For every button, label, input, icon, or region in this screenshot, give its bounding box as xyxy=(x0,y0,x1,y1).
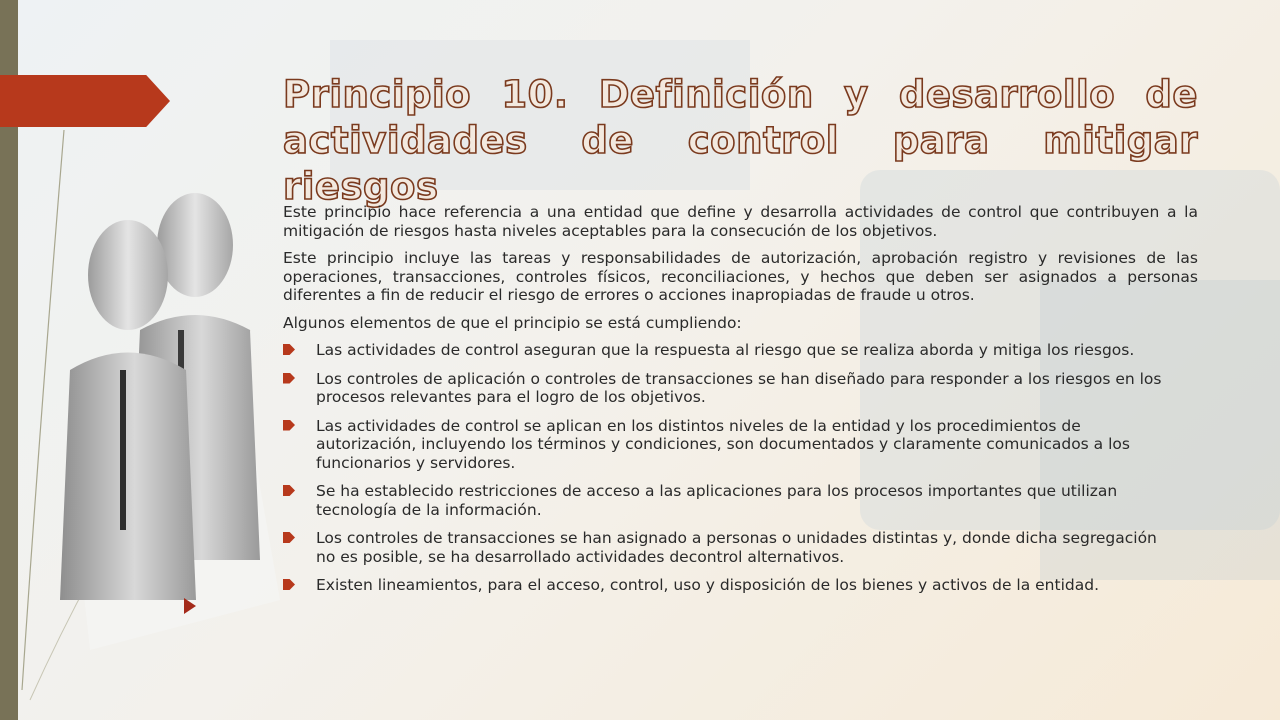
list-item xyxy=(283,341,1176,360)
list-item xyxy=(283,576,1176,595)
slide-body xyxy=(283,203,1198,605)
arrow-bullet-icon xyxy=(283,532,295,543)
title-accent-arrow xyxy=(0,75,170,127)
list-lead-text: Algunos elementos de que el principio se está cumpliendo: xyxy=(283,313,742,332)
arrow-bullet-icon xyxy=(283,373,295,384)
arrow-bullet-icon xyxy=(283,420,295,431)
list-item-text: Existen lineamientos, para el acceso, control, uso y disposición de los bienes y activos de la entidad. xyxy=(316,576,1099,594)
arrow-bullet-icon xyxy=(283,485,295,496)
list-item-text: Los controles de transacciones se han asignado a personas o unidades distintas y, donde dicha segregación no es posible, se ha desarrollado actividades decontrol alternativos. xyxy=(316,529,1157,566)
list-item xyxy=(283,417,1176,473)
list-item xyxy=(283,482,1176,519)
slide-title: Principio 10. Definición y desarrollo de actividades de control para mitigar riesgos xyxy=(283,73,1198,208)
arrow-bullet-icon xyxy=(283,579,295,590)
list-item xyxy=(283,529,1176,566)
list-item-text: Se ha establecido restricciones de acceso a las aplicaciones para los procesos importantes que utilizan tecnología de la información. xyxy=(316,482,1118,519)
list-item xyxy=(283,370,1176,407)
intro-paragraph-1: Este principio hace referencia a una entidad que define y desarrolla actividades de control que contribuyen a la mitigación de riesgos hasta niveles aceptables para la consecución de los objetivos. xyxy=(283,203,1198,240)
list-item-text: Las actividades de control se aplican en los distintos niveles de la entidad y los procedimientos de autorización, incluyendo los términos y condiciones, son documentados y claramente comunicados a los funcionarios y servidores. xyxy=(316,416,1130,472)
list-item-text: Las actividades de control aseguran que la respuesta al riesgo que se realiza aborda y mitiga los riesgos. xyxy=(316,341,1135,359)
arrow-bullet-icon xyxy=(283,344,295,355)
elements-list xyxy=(283,341,1198,595)
intro-paragraph-2: Este principio incluye las tareas y responsabilidades de autorización, aprobación registro y revisiones de las operaciones, transacciones, controles físicos, reconciliaciones, y hechos que deben ser asignados a personas diferentes a fin de reducir el riesgo de errores o acciones inapropiadas de fraude u otros. xyxy=(283,249,1198,304)
list-item-text: Los controles de aplicación o controles de transacciones se han diseñado para responder a los riesgos en los procesos relevantes para el logro de los objetivos. xyxy=(316,369,1162,406)
